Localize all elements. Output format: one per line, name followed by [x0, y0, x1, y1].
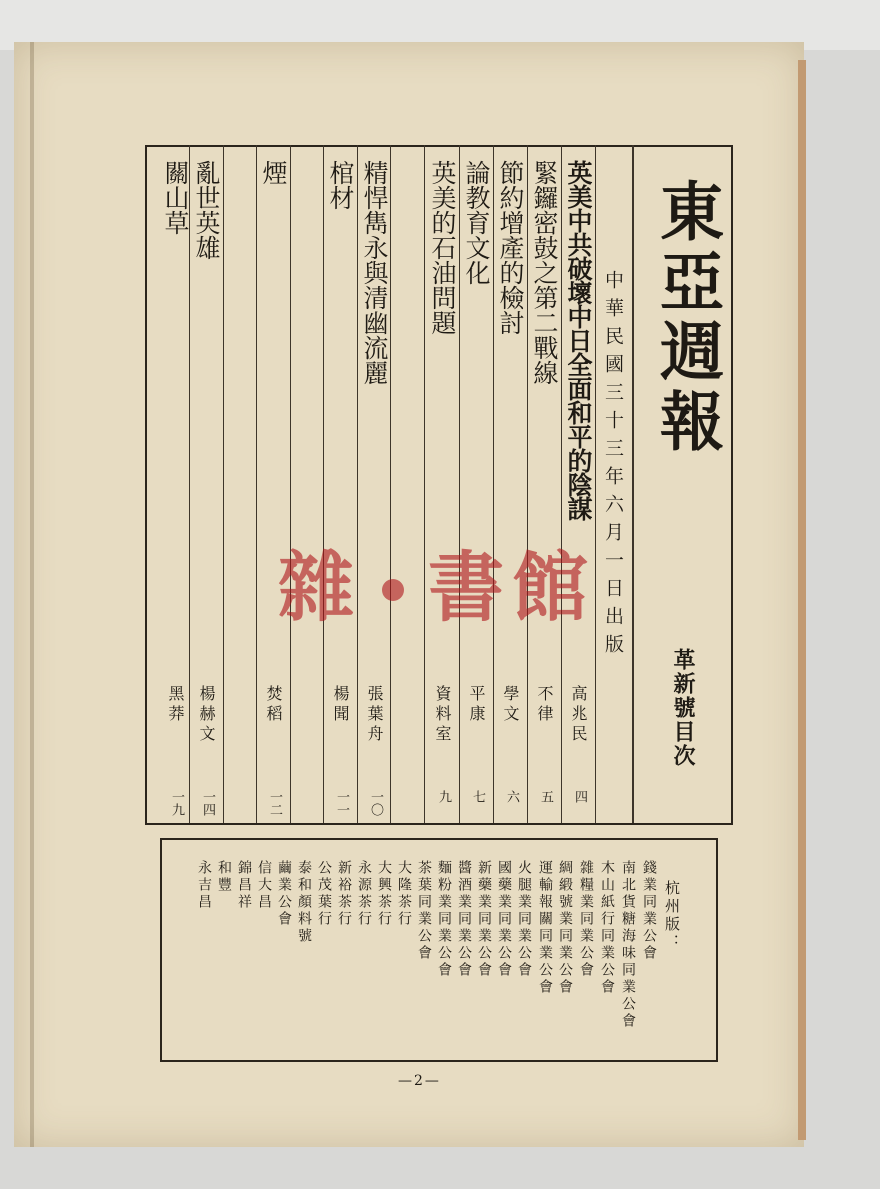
advertiser-name: 泰和顏料號 [296, 860, 312, 945]
column-divider [632, 145, 634, 823]
article-author: 張葉舟 [365, 685, 384, 745]
article-title: 棺材 [326, 160, 355, 210]
article-title: 節約增產的檢討 [496, 160, 525, 335]
article-title: 英美的石油問題 [428, 160, 457, 335]
advertiser-name: 運輸報關同業公會 [537, 860, 553, 996]
advertiser-name: 南北貨糖海味同業公會 [620, 860, 636, 1030]
advertiser-name: 茶葉同業公會 [416, 860, 432, 962]
article-title: 論教育文化 [462, 160, 491, 285]
column-divider [527, 145, 528, 823]
publication-date: 中華民國三十三年六月一日出版 [602, 270, 624, 662]
advertiser-name: 錢業同業公會 [641, 860, 657, 962]
advertiser-name: 木山紙行同業公會 [599, 860, 615, 996]
article-page: 一四 [200, 790, 215, 816]
watermark-char: 雜 [278, 543, 354, 632]
advertiser-name: 公茂葉行 [316, 860, 332, 928]
column-divider [390, 145, 391, 823]
column-divider [290, 145, 291, 823]
column-divider [424, 145, 425, 823]
article-author: 平康 [467, 685, 486, 725]
article-author: 高兆民 [569, 685, 588, 745]
advertiser-name: 麵粉業同業公會 [436, 860, 452, 979]
column-divider [323, 145, 324, 823]
column-divider [561, 145, 562, 823]
watermark-char: 書 [428, 543, 504, 632]
article-author: 不律 [535, 685, 554, 725]
article-author: 楊聞 [331, 685, 350, 725]
article-title: 關山草 [161, 160, 190, 235]
advertiser-name: 國藥業同業公會 [496, 860, 512, 979]
article-page: 七 [470, 790, 485, 803]
advertiser-name: 大隆茶行 [396, 860, 412, 928]
article-title: 緊鑼密鼓之第二戰線 [530, 160, 559, 385]
advertiser-name: 永源茶行 [356, 860, 372, 928]
article-author: 黑莽 [166, 685, 185, 725]
article-title: 英美中共破壞中日全面和平的陰謀 [564, 160, 593, 520]
binding-spine [30, 42, 34, 1147]
column-divider [493, 145, 494, 823]
advertiser-name: 錦昌祥 [236, 860, 252, 911]
advertiser-name: 綢緞號業同業公會 [557, 860, 573, 996]
article-title: 煙 [259, 160, 288, 185]
article-page: 一二 [267, 790, 282, 816]
advertiser-name: 大興茶行 [376, 860, 392, 928]
advertiser-name: 和豐 [216, 860, 232, 894]
advertiser-name: 醬酒業同業公會 [456, 860, 472, 979]
column-divider [256, 145, 257, 823]
watermark-dot [380, 577, 406, 603]
page-edge [798, 60, 806, 1140]
advertiser-name: 雜糧業同業公會 [578, 860, 594, 979]
advertiser-name: 新藥業同業公會 [476, 860, 492, 979]
article-page: 六 [504, 790, 519, 803]
article-author: 學文 [501, 685, 520, 725]
article-page: 一一 [334, 790, 349, 816]
column-divider [459, 145, 460, 823]
advertiser-name: 永吉昌 [196, 860, 212, 911]
magazine-title: 東亞週報 [649, 178, 724, 458]
column-divider [595, 145, 596, 823]
article-page: 四 [572, 790, 587, 803]
article-page: 九 [436, 790, 451, 803]
contents-heading: 革新號目次 [670, 648, 696, 768]
page-number: —2— [398, 1073, 441, 1089]
article-author: 焚稻 [264, 685, 283, 725]
article-page: 五 [538, 790, 553, 803]
advertiser-name: 繭業公會 [276, 860, 292, 928]
article-title: 精悍雋永與清幽流麗 [360, 160, 389, 385]
article-author: 楊赫文 [197, 685, 216, 745]
advertiser-name: 信大昌 [256, 860, 272, 911]
advertisers-heading: 杭州版： [663, 880, 681, 952]
article-page: 一〇 [368, 790, 383, 816]
advertiser-name: 新裕茶行 [336, 860, 352, 928]
article-author: 資料室 [433, 685, 452, 745]
advertiser-name: 火腿業同業公會 [516, 860, 532, 979]
column-divider [189, 145, 190, 823]
watermark-char: 館 [512, 543, 588, 632]
column-divider [223, 145, 224, 823]
column-divider [357, 145, 358, 823]
article-title: 亂世英雄 [192, 160, 221, 260]
article-page: 一九 [169, 790, 184, 816]
